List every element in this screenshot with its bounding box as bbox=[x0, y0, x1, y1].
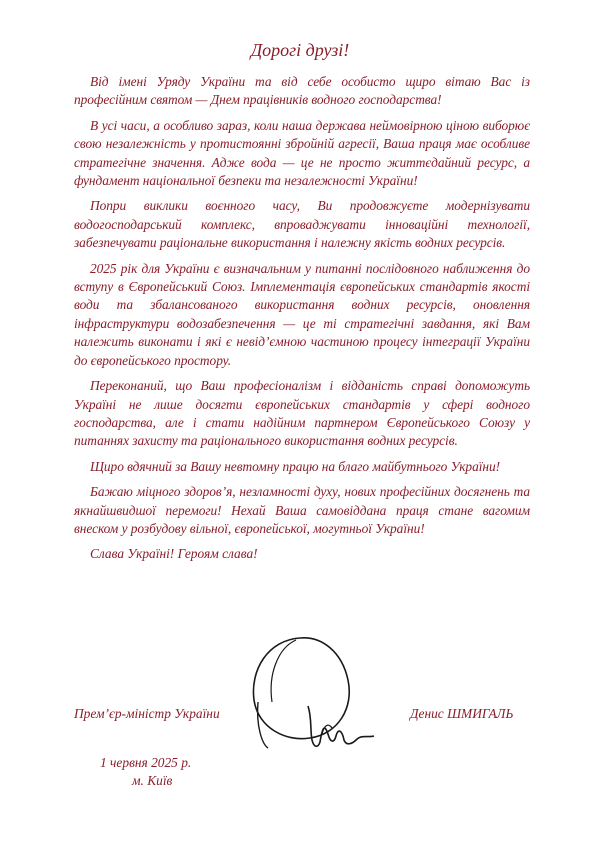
paragraph-professionalism: Переконаний, що Ваш професіоналізм і відданість справі допоможуть Україні не лише досягти європейських стандартів у сфері водного господарства, але і стати надійним партнером Європейського Союзу у питаннях захисту та раціонального використання водних ресурсів. bbox=[74, 378, 530, 449]
paragraph-modernization: Попри виклики воєнного часу, Ви продовжуєте модернізувати водогосподарський комплекс, впроваджувати інноваційні технології, забезпечувати раціональне використання і належну якість водних ресурсів. bbox=[74, 198, 530, 251]
signer-name: Денис ШМИГАЛЬ bbox=[410, 706, 514, 721]
paragraph-eu-integration: 2025 рік для України є визначальним у питанні послідовного наближення до вступу в Європейський Союз. Імплементація європейських стандартів якості води та збалансованого використання водних ресурсів, оновлення інфраструктури водозабезпечення — це ті стратегічні завдання, які Вам належить виконати і які є невід’ємною частиною процесу інтеграції України до європейського простору. bbox=[74, 260, 530, 368]
greeting-heading: Дорогі друзі! bbox=[250, 40, 350, 60]
paragraph-wishes: Бажаю міцного здоров’я, незламності духу, нових професійних досягнень та якнайшвидшої перемоги! Нехай Ваша самовіддана праця стане вагомим внеском у розбудову вільної, європейської, могутньої України! bbox=[74, 484, 530, 536]
letter-date: 1 червня 2025 р. bbox=[100, 755, 192, 770]
paragraph-water-importance: В усі часи, а особливо зараз, коли наша держава неймовірною ціною виборює свою незалежність у протистоянні збройній агресії, Ваша праця має особливе стратегічне значення. Адже вода — це не просто життєдайний ресурс, а фундамент національної безпеки та незалежності України! bbox=[74, 117, 530, 189]
signer-position: Прем’єр-міністр України bbox=[74, 706, 220, 721]
closing-slogan: Слава Україні! Героям слава! bbox=[90, 546, 258, 562]
letter-city: м. Київ bbox=[132, 773, 173, 788]
letter-body bbox=[74, 73, 530, 564]
handwritten-signature bbox=[238, 630, 388, 760]
paragraph-gratitude: Щиро вдячний за Вашу невтомну працю на благо майбутнього України! bbox=[90, 458, 501, 474]
paragraph-congratulation: Від імені Уряду України та від себе особисто щиро вітаю Вас із професійним святом — Днем працівників водного господарства! bbox=[74, 74, 530, 108]
